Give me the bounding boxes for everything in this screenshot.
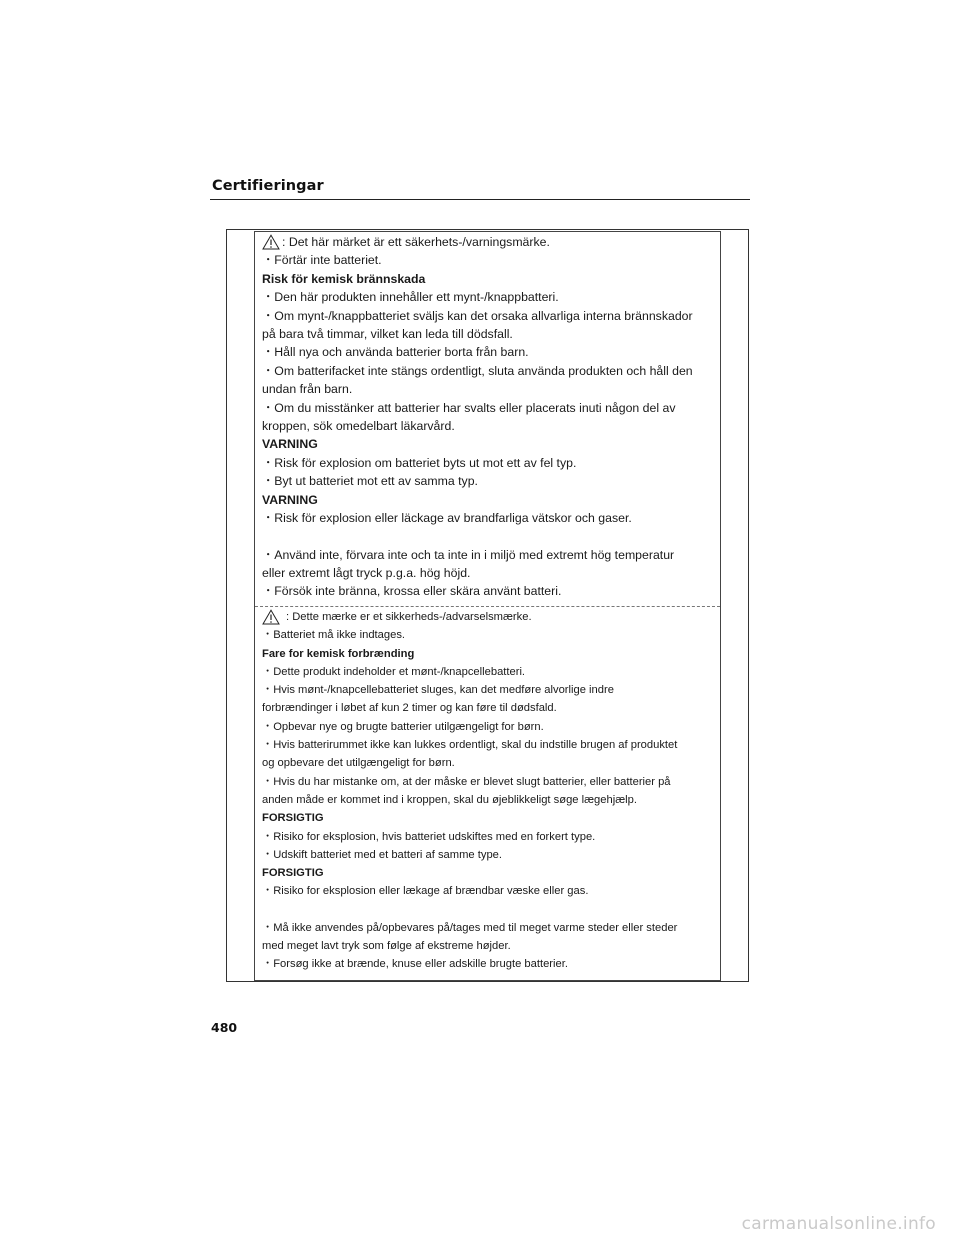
danish-line: forbrændinger i løbet af kun 2 timer og kan føre til dødsfald.: [262, 702, 557, 715]
swedish-line: ・Byt ut batteriet mot ett av samma typ.: [262, 474, 478, 489]
page-number: 480: [211, 1020, 238, 1035]
swedish-line: : Det här märket är ett säkerhets-/varningsmärke.: [282, 235, 550, 249]
swedish-line: ・Om mynt-/knappbatteriet sväljs kan det orsaka allvarliga interna brännskador: [262, 308, 693, 323]
swedish-line: ・Om du misstänker att batterier har svalts eller placerats inuti någon del av: [262, 400, 676, 415]
swedish-line: på bara två timmar, vilket kan leda till dödsfall.: [262, 327, 513, 342]
swedish-line: eller extremt lågt tryck p.g.a. hög höjd.: [262, 565, 471, 580]
danish-warning-block: [262, 608, 718, 974]
danish-line: ・Hvis batterirummet ikke kan lukkes ordentligt, skal du indstille brugen af produktet: [262, 739, 678, 752]
swedish-line: ・Använd inte, förvara inte och ta inte in i miljö med extremt hög temperatur: [262, 547, 675, 562]
swedish-line: ・Förtär inte batteriet.: [262, 253, 382, 268]
footer-watermark: carmanualsonline.info: [741, 1214, 936, 1234]
danish-heading: Fare for kemisk forbrænding: [262, 647, 415, 660]
danish-line: ・Hvis mønt-/knapcellebatteriet sluges, kan det medføre alvorlige indre: [262, 684, 614, 697]
danish-warning-mark-line: [262, 608, 718, 626]
swedish-line: ・Om batterifacket inte stängs ordentligt, sluta använda produkten och håll den: [262, 363, 693, 378]
swedish-heading: Risk för kemisk brännskada: [262, 271, 426, 286]
swedish-blank-line: [262, 528, 718, 546]
swedish-line: ・Risk för explosion om batteriet byts ut mot ett av fel typ.: [262, 455, 577, 470]
swedish-line: kroppen, sök omedelbart läkarvård.: [262, 419, 455, 434]
danish-blank-line: [262, 901, 718, 919]
danish-heading: FORSIGTIG: [262, 812, 324, 825]
danish-line: ・Udskift batteriet med et batteri af samme type.: [262, 848, 503, 861]
swedish-warning-block: [262, 233, 718, 601]
danish-line: ・Risiko for eksplosion eller lækage af brændbar væske eller gas.: [262, 885, 589, 898]
language-divider: [255, 606, 720, 607]
swedish-line: ・Risk för explosion eller läckage av brandfarliga vätskor och gaser.: [262, 511, 632, 526]
section-title-rule: [210, 199, 750, 200]
swedish-line: ・Försök inte bränna, krossa eller skära använt batteri.: [262, 584, 562, 599]
danish-line: ・Batteriet må ikke indtages.: [262, 629, 406, 642]
danish-heading: FORSIGTIG: [262, 867, 324, 880]
danish-line: ・Dette produkt indeholder et mønt-/knapcellebatteri.: [262, 665, 526, 678]
danish-line: : Dette mærke er et sikkerheds-/advarselsmærke.: [286, 611, 532, 623]
swedish-heading: VARNING: [262, 492, 318, 507]
swedish-line: ・Den här produkten innehåller ett mynt-/knappbatteri.: [262, 290, 559, 305]
danish-line: ・Forsøg ikke at brænde, knuse eller adskille brugte batterier.: [262, 958, 568, 971]
danish-line: ・Må ikke anvendes på/opbevares på/tages med til meget varme steder eller steder: [262, 921, 678, 934]
warning-triangle-icon: [262, 609, 280, 625]
danish-line: anden måde er kommet ind i kroppen, skal du øjeblikkeligt søge lægehjælp.: [262, 793, 637, 806]
swedish-heading: VARNING: [262, 437, 318, 452]
swedish-line: ・Håll nya och använda batterier borta från barn.: [262, 345, 529, 360]
swedish-line: undan från barn.: [262, 382, 353, 397]
danish-line: med meget lavt tryk som følge af ekstreme højder.: [262, 940, 511, 953]
danish-line: og opbevare det utilgængeligt for børn.: [262, 757, 455, 770]
danish-line: ・Opbevar nye og brugte batterier utilgængeligt for børn.: [262, 720, 544, 733]
danish-line: ・Risiko for eksplosion, hvis batteriet udskiftes med en forkert type.: [262, 830, 596, 843]
swedish-warning-mark-line: [262, 233, 718, 251]
warning-triangle-icon: [262, 234, 280, 250]
section-title: Certifieringar: [212, 178, 324, 194]
danish-line: ・Hvis du har mistanke om, at der måske er blevet slugt batterier, eller batterier på: [262, 775, 671, 788]
